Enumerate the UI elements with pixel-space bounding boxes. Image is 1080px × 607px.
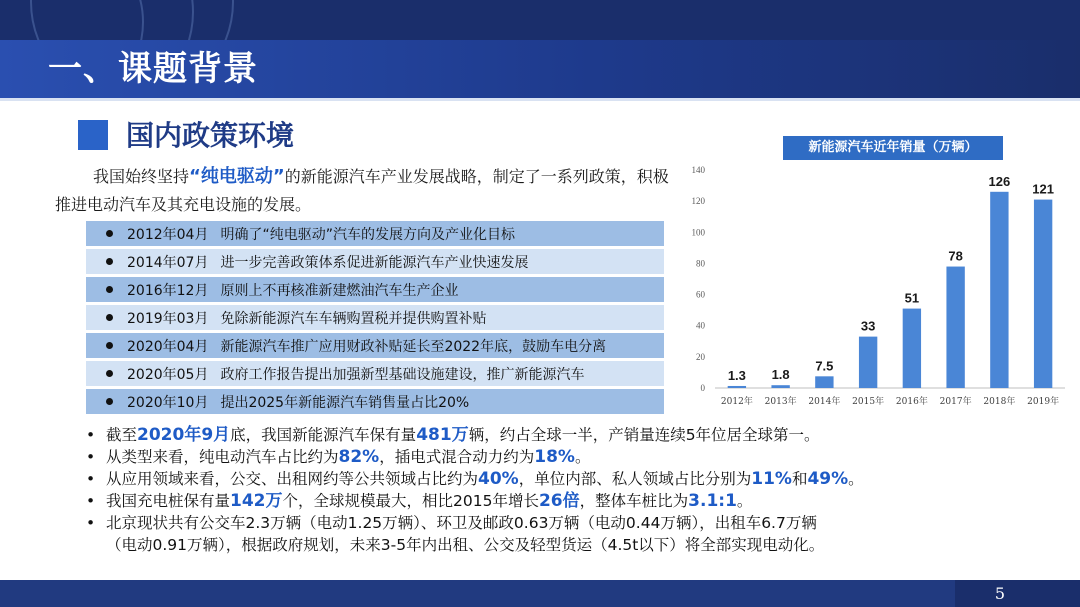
bullet-text: 我国充电桩保有量 [106, 492, 231, 510]
bar [1034, 200, 1052, 388]
highlight-value: 3.1:1 [688, 491, 737, 511]
bullet-item [86, 446, 1076, 468]
highlight-value: 18% [534, 447, 575, 467]
bullet-symbol: • [86, 514, 96, 532]
highlight-value: 40% [478, 469, 519, 489]
bar [946, 267, 964, 388]
policy-text: 免除新能源汽车车辆购置税并提供购置补贴 [220, 310, 487, 327]
policy-text: 政府工作报告提出加强新型基础设施建设，推广新能源汽车 [220, 366, 585, 383]
bullet-item [86, 468, 1076, 490]
bar [903, 309, 921, 388]
policy-text: 原则上不再核准新建燃油汽车生产企业 [220, 282, 459, 299]
bullet-symbol: • [86, 470, 96, 488]
x-tick-label: 2015年 [852, 397, 885, 407]
bullet-text: ，插电式混合动力约为 [379, 448, 535, 466]
y-tick-label: 120 [691, 196, 705, 207]
policy-date: 2014年07月 [127, 254, 209, 271]
bar [815, 376, 833, 388]
highlight-value: 26倍 [538, 491, 580, 511]
y-tick-label: 100 [691, 227, 705, 238]
highlight-value: 49% [807, 469, 849, 489]
policy-date: 2016年12月 [127, 282, 209, 299]
bullet-symbol: • [86, 448, 96, 466]
bullet-item [86, 490, 1076, 512]
bullet-text: 从应用领域来看，公交、出租网约等公共领域占比约为 [106, 470, 479, 488]
bullet-symbol: • [86, 492, 96, 510]
page-title: 一、课题背景 [48, 49, 258, 89]
x-tick-label: 2016年 [895, 397, 928, 407]
section-title: 国内政策环境 [126, 119, 295, 152]
data-label: 33 [860, 318, 876, 334]
bullet-dot-icon [106, 230, 113, 237]
y-tick-label: 20 [696, 351, 705, 362]
bullet-continuation: （电动0.91万辆），根据政府规划，未来3-5年内出租、公交及轻型货运（4.5t以下）将全部实现电动化。 [106, 536, 825, 554]
highlight-value: 142万 [230, 491, 283, 511]
y-tick-label: 140 [691, 165, 705, 175]
bullet-dot-icon [106, 342, 113, 349]
bullet-text: ，整体车桩比为 [579, 492, 689, 510]
bullet-text: 辆，约占全球一半，产销量连续5年位居全球第一。 [468, 426, 820, 444]
x-tick-label: 2017年 [939, 397, 972, 407]
bullet-text: 。 [736, 492, 753, 510]
policy-date: 2019年03月 [127, 310, 209, 327]
policy-date: 2012年04月 [127, 226, 209, 243]
bullet-text: 北京现状共有公交车2.3万辆（电动1.25万辆）、环卫及邮政0.63万辆（电动0.44万辆），出租车6.7万辆 [106, 514, 817, 532]
bullet-text: 。 [574, 448, 591, 466]
highlight-value: 481万 [416, 425, 469, 445]
x-tick-label: 2013年 [764, 397, 797, 407]
x-tick-label: 2018年 [983, 397, 1016, 407]
data-label: 78 [948, 248, 963, 264]
intro-paragraph [55, 163, 680, 219]
policy-row [86, 305, 664, 330]
policy-text: 进一步完善政策体系促进新能源汽车产业快速发展 [220, 254, 529, 271]
footer-stripe [0, 580, 955, 607]
bar [990, 192, 1008, 388]
policy-row [86, 333, 664, 358]
y-tick-label: 80 [696, 258, 705, 269]
policy-list [86, 221, 664, 417]
chart-title: 新能源汽车近年销量（万辆） [783, 136, 1003, 160]
highlight-value: 11% [751, 469, 792, 489]
policy-text: 明确了“纯电驱动”汽车的发展方向及产业化目标 [220, 226, 515, 243]
highlight-value: 82% [338, 447, 380, 467]
intro-emphasis: “纯电驱动” [189, 166, 285, 187]
bar [728, 386, 746, 388]
x-tick-label: 2019年 [1027, 397, 1060, 407]
policy-row [86, 277, 664, 302]
x-tick-label: 2012年 [720, 397, 753, 407]
intro-prefix: 我国始终坚持 [93, 167, 190, 186]
policy-text: 提出2025年新能源汽车销售量占比20% [220, 394, 470, 411]
bullet-item [86, 424, 1076, 446]
bullet-text: 。 [848, 470, 864, 488]
bullet-dot-icon [106, 286, 113, 293]
bullet-text: 和 [791, 470, 808, 488]
section-square-icon [78, 120, 108, 150]
bullet-text: 截至 [106, 426, 138, 444]
bar [859, 337, 877, 388]
bullet-dot-icon [106, 314, 113, 321]
highlight-value: 2020年9月 [137, 425, 231, 445]
footer-bar [0, 580, 1080, 607]
bar [771, 385, 789, 388]
y-tick-label: 0 [700, 383, 705, 393]
x-tick-label: 2014年 [808, 397, 841, 407]
policy-row [86, 389, 664, 414]
bullet-dot-icon [106, 398, 113, 405]
y-tick-label: 60 [696, 289, 705, 300]
sales-bar-chart [680, 165, 1075, 415]
policy-date: 2020年05月 [127, 366, 209, 383]
bullet-text: ，单位内部、私人领域占比分别为 [518, 470, 752, 488]
data-label: 1.3 [727, 367, 746, 383]
bullet-dot-icon [106, 258, 113, 265]
bullet-symbol: • [86, 426, 96, 444]
data-label: 7.5 [815, 358, 834, 374]
policy-date: 2020年10月 [127, 394, 209, 411]
data-label: 1.8 [771, 367, 790, 383]
bullet-text: 底，我国新能源汽车保有量 [230, 426, 417, 444]
policy-date: 2020年04月 [127, 338, 209, 355]
policy-row [86, 221, 664, 246]
bullet-list [86, 424, 1076, 556]
bullet-text: 个，全球规模最大，相比2015年增长 [282, 492, 539, 510]
policy-text: 新能源汽车推广应用财政补贴延长至2022年底，鼓励车电分离 [220, 338, 607, 355]
data-label: 51 [904, 290, 920, 306]
intro-suffix: 的新能源汽车产业发展战略，制定了一系列政策，积极推进电动汽车及其充电设施的发展。 [55, 167, 669, 214]
data-label: 121 [1032, 181, 1054, 197]
y-tick-label: 40 [696, 320, 705, 331]
policy-row [86, 249, 664, 274]
data-label: 126 [988, 173, 1011, 189]
bullet-dot-icon [106, 370, 113, 377]
bullet-item [86, 512, 1076, 534]
page-number: 5 [994, 584, 1005, 603]
policy-row [86, 361, 664, 386]
bullet-text: 从类型来看，纯电动汽车占比约为 [106, 448, 339, 466]
header-divider [0, 98, 1080, 101]
